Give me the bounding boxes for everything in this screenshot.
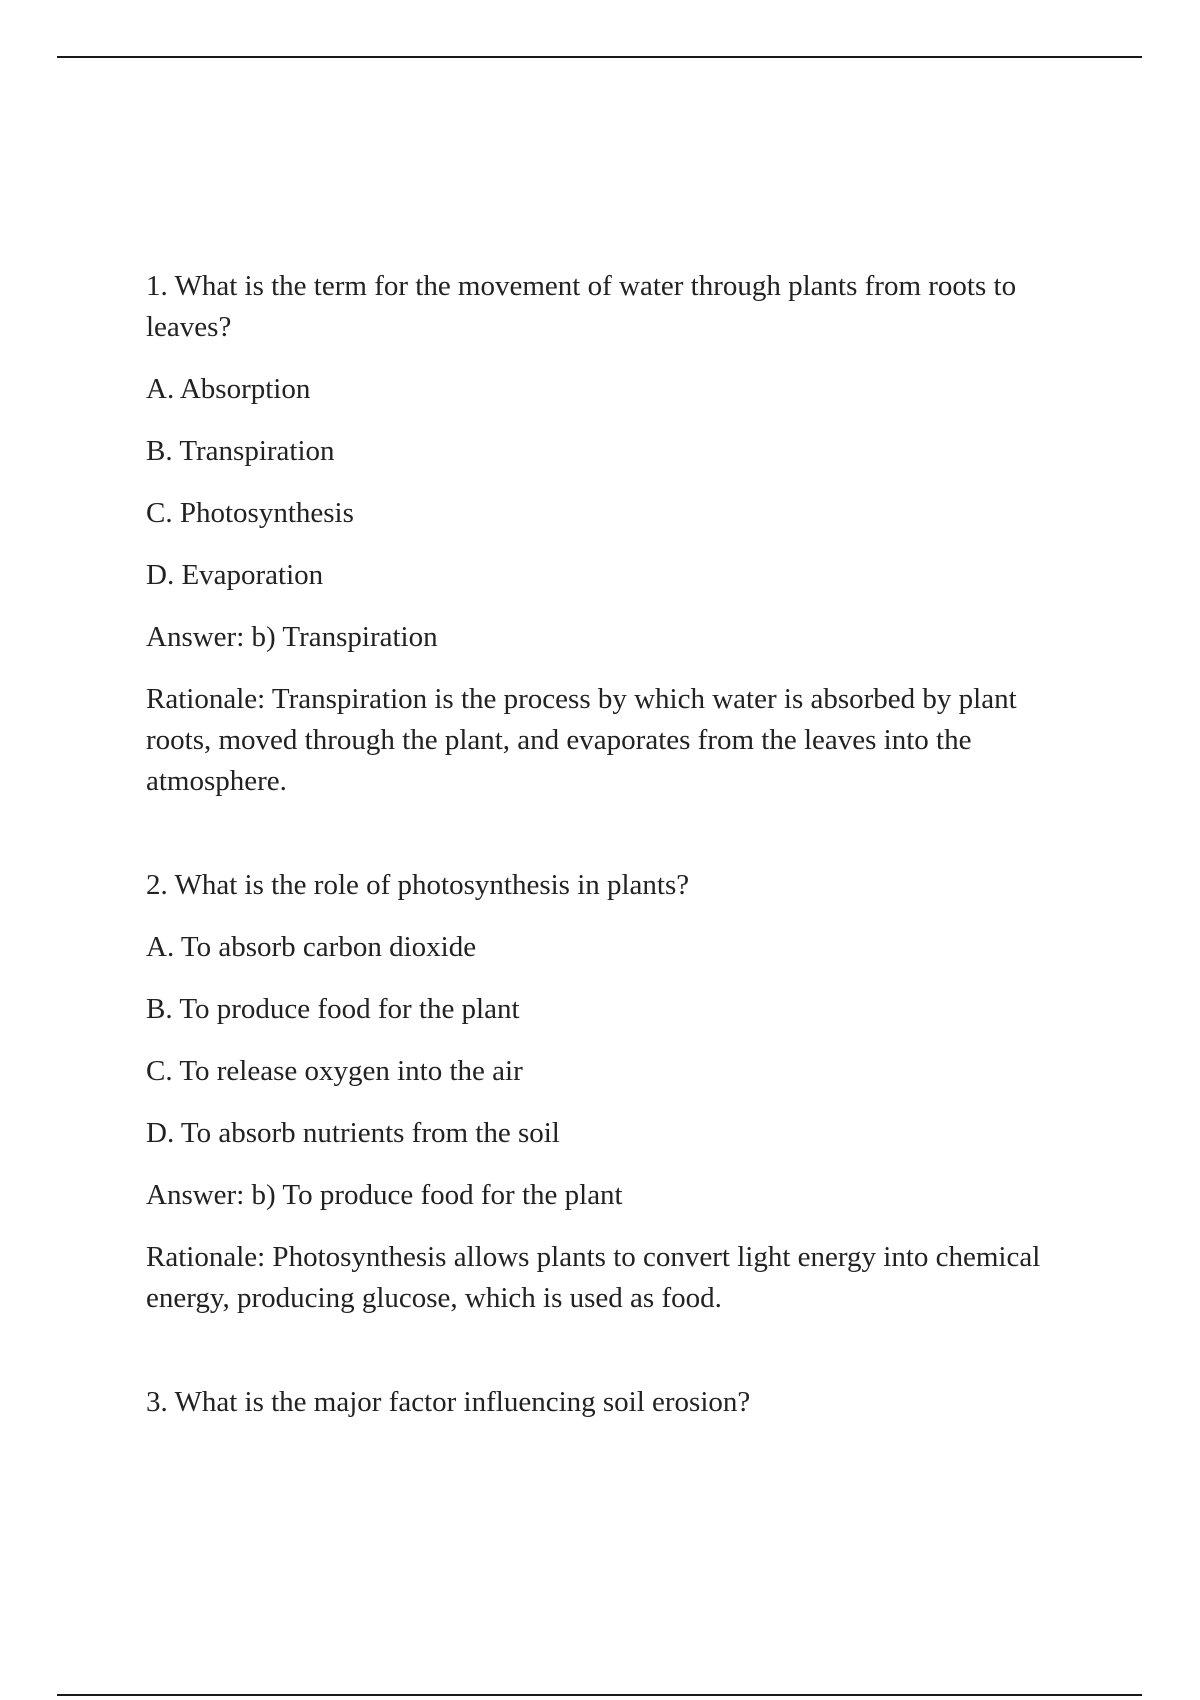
option-c: C. Photosynthesis — [146, 497, 354, 529]
answer-text: Answer: b) Transpiration — [146, 621, 438, 653]
spacer — [146, 823, 1076, 865]
option-d: D. To absorb nutrients from the soil — [146, 1117, 560, 1149]
rationale-text: Rationale: Transpiration is the process by which water is absorbed by plant roots, moved through the plant, and evaporates from the leaves into the atmosphere. — [146, 683, 1017, 797]
answer-text: Answer: b) To produce food for the plant — [146, 1179, 623, 1211]
question-block-3 — [146, 1382, 1076, 1423]
option-a: A. To absorb carbon dioxide — [146, 931, 477, 963]
rationale-text: Rationale: Photosynthesis allows plants to convert light energy into chemical energy, producing glucose, which is used as food. — [146, 1241, 1041, 1314]
option-c: C. To release oxygen into the air — [146, 1055, 523, 1087]
option-d: D. Evaporation — [146, 559, 324, 591]
option-a: A. Absorption — [146, 373, 311, 405]
top-divider — [57, 56, 1142, 58]
question-text: 1. What is the term for the movement of water through plants from roots to leaves? — [146, 270, 1017, 343]
option-b: B. To produce food for the plant — [146, 993, 520, 1025]
question-text: 2. What is the role of photosynthesis in plants? — [146, 869, 690, 901]
page-content — [146, 266, 1076, 1423]
question-block-2 — [146, 865, 1076, 1319]
question-text: 3. What is the major factor influencing soil erosion? — [146, 1386, 751, 1418]
option-b: B. Transpiration — [146, 435, 335, 467]
bottom-divider — [57, 1694, 1142, 1696]
spacer — [146, 1340, 1076, 1382]
question-block-1 — [146, 266, 1076, 802]
